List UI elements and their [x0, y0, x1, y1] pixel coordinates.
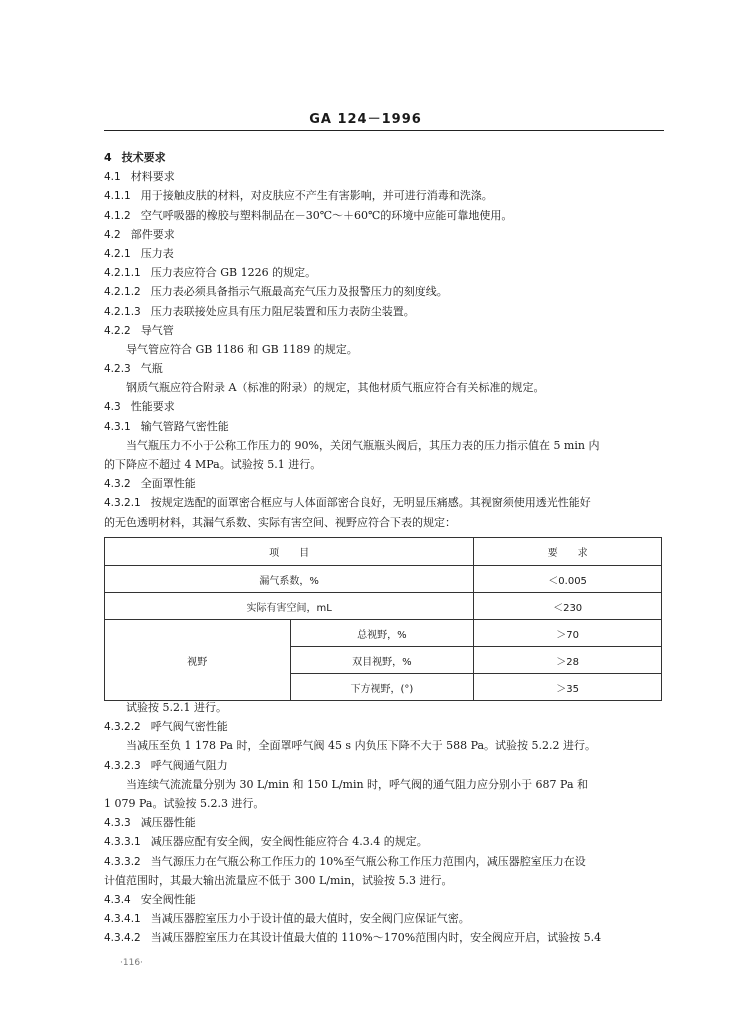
clause-number: 4.3.3.2 [104, 855, 141, 868]
table-header-row [105, 538, 662, 566]
text-line [104, 340, 664, 359]
clause-number: 4.2.3 [104, 363, 131, 376]
clause-text: 部件要求 [130, 227, 175, 241]
clause-text: 当减压至负 1 178 Pa 时，全面罩呼气阀 45 s 内负压下降不大于 588 Pa。试验按 5.2.2 进行。 [126, 739, 597, 753]
clause-text: 减压器性能 [140, 816, 196, 830]
text-line [104, 736, 664, 755]
text-line [104, 148, 664, 167]
table-cell-item: 实际有害空间，mL [105, 593, 474, 620]
text-line [104, 474, 664, 493]
table-cell-item: 双目视野，% [290, 647, 474, 674]
text-line [104, 717, 664, 736]
clause-number: 4.2 [104, 228, 121, 241]
clause-text: 材料要求 [130, 170, 175, 184]
clause-number: 4.1.2 [104, 209, 131, 222]
text-line [104, 813, 664, 832]
text-line [104, 225, 664, 244]
text-line [104, 513, 664, 532]
clause-number: 4.3.2.3 [104, 759, 141, 772]
table-cell-item: 下方视野，(°) [290, 674, 474, 701]
text-line [104, 186, 664, 205]
text-line [104, 302, 664, 321]
page-header: GA 124－1996 [309, 112, 422, 127]
clause-text: 的无色透明材料，其漏气系数、实际有害空间、视野应符合下表的规定： [104, 515, 456, 529]
text-line [104, 909, 664, 928]
clause-number: 4.3.4.1 [104, 913, 141, 926]
text-line [104, 756, 664, 775]
body-upper [104, 148, 664, 532]
clause-number: 4.3.2 [104, 478, 131, 491]
clause-text: 全面罩性能 [140, 477, 196, 491]
clause-text: 当气源压力在气瓶公称工作压力的 10%至气瓶公称工作压力范围内，减压器腔室压力在设 [150, 854, 586, 868]
table-header-req: 要 求 [474, 538, 662, 566]
clause-number: 4.3.3.1 [104, 836, 141, 849]
table-cell-req: ＞70 [474, 620, 662, 647]
clause-text: 空气呼吸器的橡胶与塑料制品在－30℃～＋60℃的环境中应能可靠地使用。 [140, 208, 513, 222]
clause-text: 钢质气瓶应符合附录 A（标准的附录）的规定，其他材质气瓶应符合有关标准的规定。 [126, 381, 545, 395]
clause-text: 安全阀性能 [140, 892, 196, 906]
clause-number: 4.2.1.3 [104, 305, 141, 318]
text-line [104, 378, 664, 397]
text-line [104, 852, 664, 871]
clause-text: 压力表应符合 GB 1226 的规定。 [150, 266, 317, 280]
clause-number: 4.3.2.1 [104, 497, 141, 510]
spec-table [104, 537, 662, 701]
table-cell-item: 总视野，% [290, 620, 474, 647]
text-line [104, 794, 664, 813]
page-number: ·116· [120, 958, 143, 968]
clause-number: 4.3 [104, 401, 121, 414]
clause-text: 当减压器腔室压力小于设计值的最大值时，安全阀门应保证气密。 [150, 912, 470, 926]
text-line [104, 928, 664, 947]
clause-number: 4.1 [104, 171, 121, 184]
table-row [105, 566, 662, 593]
table-cell-req: ＞28 [474, 647, 662, 674]
text-line [104, 282, 664, 301]
clause-number: 4.3.4.2 [104, 932, 141, 945]
table-cell-req: ＞35 [474, 674, 662, 701]
table-header-item: 项 目 [105, 538, 474, 566]
clause-text: 计值范围时，其最大输出流量应不低于 300 L/min，试验按 5.3 进行。 [104, 873, 453, 887]
clause-number: 4.2.1.1 [104, 267, 141, 280]
table-cell-req: ＜230 [474, 593, 662, 620]
clause-text: 减压器应配有安全阀，安全阀性能应符合 4.3.4 的规定。 [150, 835, 428, 849]
clause-number: 4 [104, 151, 112, 164]
table-group-label: 视野 [105, 620, 291, 701]
table-cell-req: ＜0.005 [474, 566, 662, 593]
clause-text: 导气管 [140, 323, 174, 337]
clause-number: 4.3.4 [104, 893, 131, 906]
text-line [104, 263, 664, 282]
text-line [104, 417, 664, 436]
text-line [104, 871, 664, 890]
text-line [104, 244, 664, 263]
clause-text: 性能要求 [130, 400, 175, 414]
clause-number: 4.3.3 [104, 817, 131, 830]
text-line [104, 436, 664, 455]
text-line [104, 890, 664, 909]
clause-text: 压力表联接处应具有压力阻尼装置和压力表防尘装置。 [150, 304, 415, 318]
clause-number: 4.2.2 [104, 324, 131, 337]
clause-number: 4.2.1.2 [104, 286, 141, 299]
text-line [104, 832, 664, 851]
clause-text: 用于接触皮肤的材料，对皮肤应不产生有害影响，并可进行消毒和洗涤。 [140, 189, 493, 203]
text-line [104, 397, 664, 416]
text-line [104, 455, 664, 474]
clause-text: 当连续气流流量分别为 30 L/min 和 150 L/min 时，呼气阀的通气阻力应分别小于 687 Pa 和 [126, 777, 589, 791]
table-row [105, 620, 662, 647]
text-line [104, 493, 664, 512]
text-line [104, 167, 664, 186]
clause-text: 呼气阀通气阻力 [150, 758, 228, 772]
clause-text: 呼气阀气密性能 [150, 720, 228, 734]
text-line [104, 321, 664, 340]
header-rule [104, 130, 664, 131]
text-line [104, 698, 664, 717]
body-lower [104, 698, 664, 947]
clause-number: 4.2.1 [104, 247, 131, 260]
clause-text: 气瓶 [140, 362, 163, 376]
text-line [104, 775, 664, 794]
clause-text: 导气管应符合 GB 1186 和 GB 1189 的规定。 [126, 342, 358, 356]
table-row [105, 593, 662, 620]
table-cell-item: 漏气系数，% [105, 566, 474, 593]
text-line [104, 359, 664, 378]
clause-text: 压力表必须具备指示气瓶最高充气压力及报警压力的刻度线。 [150, 285, 448, 299]
text-line [104, 206, 664, 225]
clause-text: 试验按 5.2.1 进行。 [126, 701, 227, 714]
clause-text: 压力表 [140, 246, 174, 260]
clause-number: 4.3.1 [104, 420, 131, 433]
clause-number: 4.3.2.2 [104, 721, 141, 734]
clause-text: 输气管路气密性能 [140, 419, 229, 433]
clause-text: 1 079 Pa。试验按 5.2.3 进行。 [104, 796, 265, 810]
clause-text: 技术要求 [121, 151, 166, 164]
clause-text: 当减压器腔室压力在其设计值最大值的 110%～170%范围内时，安全阀应开启，试验按 5.4 [150, 931, 602, 945]
clause-number: 4.1.1 [104, 190, 131, 203]
clause-text: 按规定选配的面罩密合框应与人体面部密合良好，无明显压痛感。其视窗须使用透光性能好 [150, 496, 591, 510]
clause-text: 当气瓶压力不小于公称工作压力的 90%，关闭气瓶瓶头阀后，其压力表的压力指示值在 5 min 内 [126, 438, 600, 452]
clause-text: 的下降应不超过 4 MPa。试验按 5.1 进行。 [104, 458, 322, 471]
